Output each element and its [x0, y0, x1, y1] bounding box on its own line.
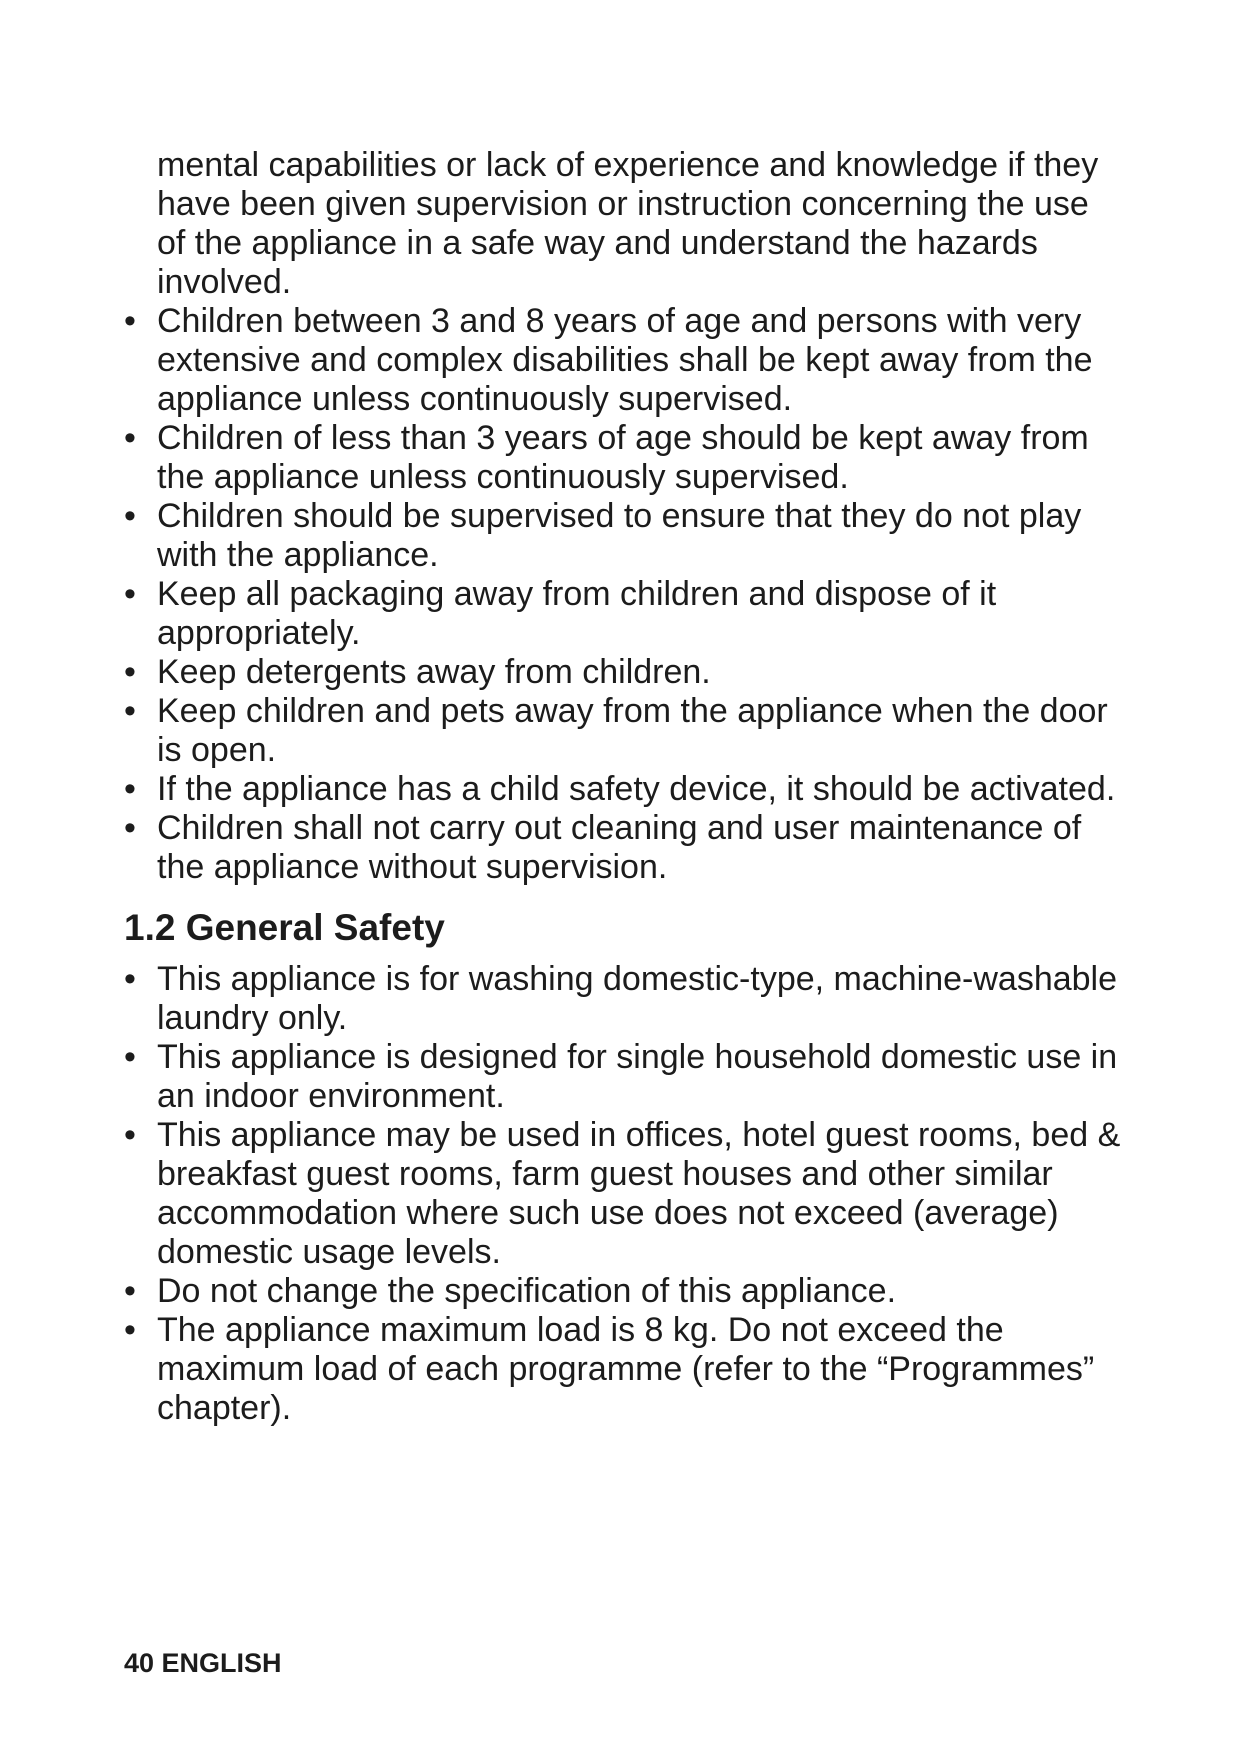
- list-item: [124, 809, 1124, 887]
- list-item-text: Children should be supervised to ensure that they do not play with the appliance.: [157, 497, 1082, 574]
- general-safety-list: [124, 960, 1124, 1428]
- bullet-icon: •: [124, 419, 136, 457]
- list-item-text: Do not change the specification of this appliance.: [157, 1272, 897, 1310]
- page-footer: 40 ENGLISH: [124, 1648, 282, 1678]
- bullet-icon: •: [124, 497, 136, 535]
- bullet-icon: •: [124, 1272, 136, 1310]
- list-item: [124, 1038, 1124, 1116]
- list-item: [124, 692, 1124, 770]
- list-item: [124, 575, 1124, 653]
- list-item-text: Children of less than 3 years of age should be kept away from the appliance unless continuously supervised.: [157, 419, 1089, 496]
- bullet-icon: •: [124, 1116, 136, 1154]
- page-content: [124, 146, 1124, 1428]
- bullet-icon: •: [124, 653, 136, 691]
- section-heading-general-safety: 1.2 General Safety: [124, 907, 445, 948]
- list-item-text: Keep detergents away from children.: [157, 653, 711, 691]
- list-item-text: This appliance is designed for single household domestic use in an indoor environment.: [157, 1038, 1118, 1115]
- list-item-text: Keep all packaging away from children and dispose of it appropriately.: [157, 575, 997, 652]
- list-item: [124, 960, 1124, 1038]
- bullet-icon: •: [124, 809, 136, 847]
- list-item-text: Keep children and pets away from the appliance when the door is open.: [157, 692, 1108, 769]
- list-item: [124, 1272, 1124, 1311]
- intro-continuation: mental capabilities or lack of experience and knowledge if they have been given supervision or instruction concerning the use of the appliance in a safe way and understand the hazards involved.: [157, 146, 1099, 301]
- list-item-text: This appliance may be used in offices, hotel guest rooms, bed & breakfast guest rooms, farm guest houses and other similar accommodation where such use does not exceed (average) domestic usage levels.: [157, 1116, 1121, 1271]
- list-item-text: The appliance maximum load is 8 kg. Do not exceed the maximum load of each programme (refer to the “Programmes” chapter).: [157, 1311, 1095, 1427]
- list-item: [124, 302, 1124, 419]
- list-item: [124, 419, 1124, 497]
- list-item: [124, 770, 1124, 809]
- bullet-icon: •: [124, 770, 136, 808]
- list-item: [124, 653, 1124, 692]
- bullet-icon: •: [124, 960, 136, 998]
- bullet-icon: •: [124, 575, 136, 613]
- list-item-text: Children shall not carry out cleaning and user maintenance of the appliance without supervision.: [157, 809, 1082, 886]
- bullet-icon: •: [124, 302, 136, 340]
- list-item-text: This appliance is for washing domestic-type, machine-washable laundry only.: [157, 960, 1118, 1037]
- list-item: [124, 1311, 1124, 1428]
- list-item: [124, 497, 1124, 575]
- bullet-icon: •: [124, 692, 136, 730]
- list-item-text: If the appliance has a child safety device, it should be activated.: [157, 770, 1116, 808]
- bullet-icon: •: [124, 1038, 136, 1076]
- list-item-text: Children between 3 and 8 years of age and persons with very extensive and complex disabilities shall be kept away from the appliance unless continuously supervised.: [157, 302, 1093, 418]
- bullet-icon: •: [124, 1311, 136, 1349]
- list-item: [124, 1116, 1124, 1272]
- children-safety-list: [124, 302, 1124, 887]
